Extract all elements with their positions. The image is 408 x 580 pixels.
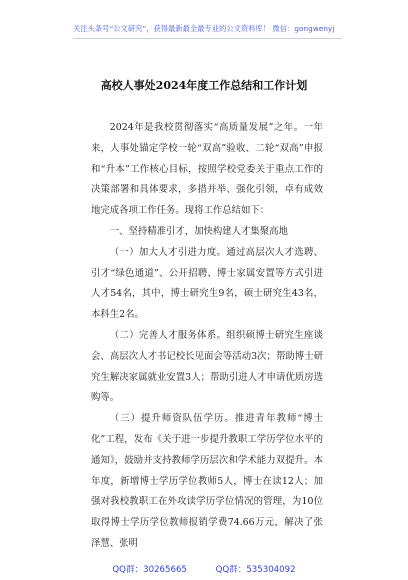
document-title: 高校人事处2024年度工作总结和工作计划 [100, 79, 308, 92]
body-paragraph: （二）完善人才服务体系。组织硕博士研究生座谈会、高层次人才书记校长见面会等活动3次；帮助博士研究生解决家属就业安置3人；帮助引进人才申请优质房选购等。 [91, 329, 323, 404]
document-body [91, 118, 323, 555]
footer-qq-group-1: QQ群：30265665 [112, 565, 187, 575]
header-divider [73, 38, 342, 39]
body-paragraph: （三）提升师资队伍学历。推进青年教师“博士化”工程，发布《关于进一步提升教职工学历学位水平的通知》，鼓励并支持教师学历层次和学术能力双提升。本年度，新增博士学历学位教师5人，博士在读12人；加强对我校教职工在外攻读学历学位情况的管理，为10位取得博士学历学位教师报销学费74.66万元，解决了张泽慧、张明 [91, 413, 323, 549]
header-notice: 关注头条号“公文研究”，获得最新最全最专业的公文资料库！ 微信：gongwenyj [73, 24, 335, 33]
section-heading: 一、坚持精准引才，加快构建人才集聚高地 [109, 225, 288, 237]
footer-qq-group-2: QQ群：535304092 [215, 565, 296, 575]
intro-paragraph: 2024年是我校贯彻落实“高质量发展”之年。一年来，人事处锚定学校一轮“双高”验收、二轮“双高”申报和“升本”工作核心目标，按照学校党委关于重点工作的决策部署和具体要求，多措并举、强化引领，卓有成效地完成各项工作任务。现将工作总结如下： [91, 122, 323, 217]
footer-contact [0, 563, 408, 575]
body-paragraph: （一）加大人才引进力度。通过高层次人才选聘、引才“绿色通道”、公开招聘、博士家属安置等方式引进人才54名，其中，博士研究生9名，硕士研究生43名，本科生2名。 [91, 246, 323, 321]
